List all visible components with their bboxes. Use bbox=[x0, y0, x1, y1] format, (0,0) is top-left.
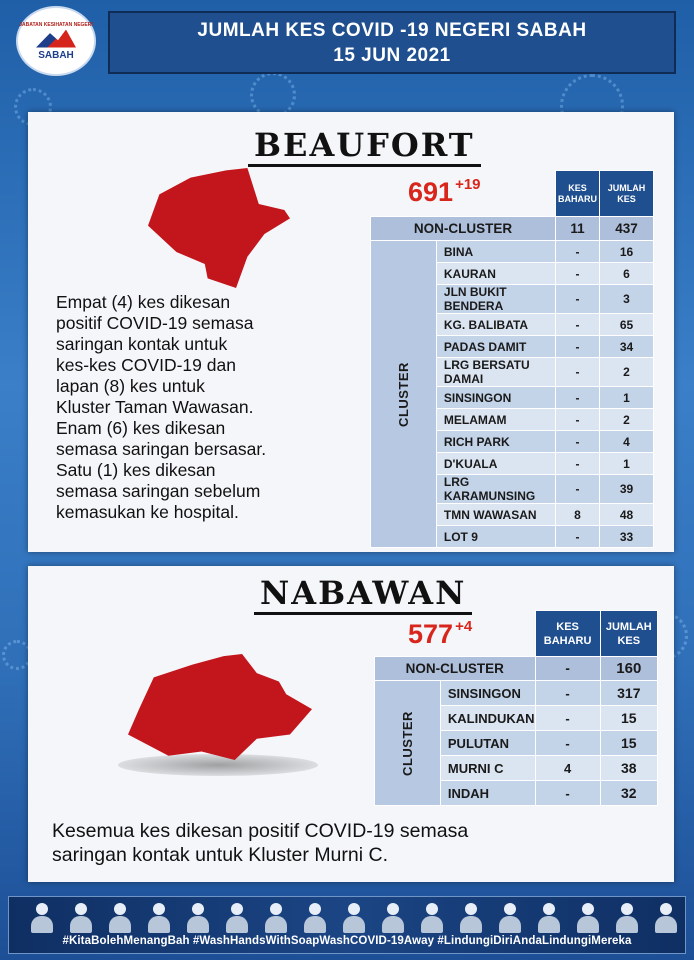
frontliner-figures bbox=[29, 901, 679, 933]
logo-top-text: JABATAN KESIHATAN NEGERI bbox=[19, 21, 93, 28]
beaufort-map bbox=[148, 168, 290, 288]
row-name: SINSINGON bbox=[436, 387, 555, 409]
col-jumlah-kes: JUMLAH KES bbox=[600, 171, 654, 217]
row-name: D'KUALA bbox=[436, 453, 555, 475]
row-name: TMN WAWASAN bbox=[436, 504, 555, 526]
description-line: positif COVID-19 semasa bbox=[56, 313, 254, 333]
nabawan-description bbox=[52, 819, 468, 867]
row-name: PADAS DAMIT bbox=[436, 336, 555, 358]
person-icon bbox=[107, 901, 133, 933]
row-total: 3 bbox=[600, 285, 654, 314]
description-line: semasa saringan bersasar. bbox=[56, 439, 267, 459]
table-row bbox=[371, 241, 654, 263]
row-new: 8 bbox=[556, 504, 600, 526]
row-total: 65 bbox=[600, 314, 654, 336]
row-new: - bbox=[556, 453, 600, 475]
row-name: BINA bbox=[436, 241, 555, 263]
row-name: MELAMAM bbox=[436, 409, 555, 431]
description-line: Satu (1) kes dikesan bbox=[56, 460, 216, 480]
beaufort-title: BEAUFORT bbox=[248, 126, 481, 167]
beaufort-case-table bbox=[370, 170, 654, 548]
description-line: lapan (8) kes untuk bbox=[56, 376, 205, 396]
beaufort-panel bbox=[28, 112, 674, 552]
description-line: kemasukan ke hospital. bbox=[56, 502, 239, 522]
row-total: 33 bbox=[600, 526, 654, 548]
person-icon bbox=[302, 901, 328, 933]
row-total: 317 bbox=[600, 681, 657, 706]
footer-banner bbox=[8, 896, 686, 954]
row-total: 15 bbox=[600, 706, 657, 731]
person-icon bbox=[497, 901, 523, 933]
beaufort-total-value: 691 bbox=[408, 177, 454, 207]
row-total: 1 bbox=[600, 387, 654, 409]
row-new: - bbox=[556, 431, 600, 453]
person-icon bbox=[614, 901, 640, 933]
row-new: - bbox=[556, 314, 600, 336]
person-icon bbox=[653, 901, 679, 933]
description-line: Kluster Taman Wawasan. bbox=[56, 397, 254, 417]
row-new: - bbox=[556, 475, 600, 504]
description-line: Kesemua kes dikesan positif COVID-19 semasa bbox=[52, 820, 469, 842]
person-icon bbox=[380, 901, 406, 933]
col-jumlah-kes: JUMLAH KES bbox=[600, 611, 657, 657]
non-cluster-row bbox=[375, 657, 658, 681]
beaufort-increase: +19 bbox=[455, 176, 481, 193]
hashtags: #KitaBolehMenangBah #WashHandsWithSoapWashCOVID-19Away #LindungiDiriAndaLindungiMereka bbox=[62, 935, 632, 947]
row-total: 38 bbox=[600, 756, 657, 781]
header-date: 15 JUN 2021 bbox=[333, 44, 451, 66]
row-new: 11 bbox=[556, 217, 600, 241]
col-kes-baharu: KES BAHARU bbox=[535, 611, 600, 657]
row-new: - bbox=[535, 706, 600, 731]
row-new: - bbox=[535, 657, 600, 681]
cluster-label: CLUSTER bbox=[399, 710, 415, 776]
row-name: PULUTAN bbox=[440, 731, 535, 756]
row-new: - bbox=[535, 731, 600, 756]
page-header bbox=[108, 11, 676, 74]
nabawan-map-shadow bbox=[118, 754, 318, 776]
description-line: kes-kes COVID-19 dan bbox=[56, 355, 236, 375]
header-title: JUMLAH KES COVID -19 NEGERI SABAH bbox=[197, 19, 587, 41]
row-name: SINSINGON bbox=[440, 681, 535, 706]
row-new: - bbox=[535, 681, 600, 706]
description-line: saringan kontak untuk Kluster Murni C. bbox=[52, 844, 388, 866]
person-icon bbox=[29, 901, 55, 933]
row-total: 2 bbox=[600, 409, 654, 431]
row-total: 2 bbox=[600, 358, 654, 387]
person-icon bbox=[263, 901, 289, 933]
row-name: JLN BUKIT BENDERA bbox=[436, 285, 555, 314]
row-total: 39 bbox=[600, 475, 654, 504]
row-name: MURNI C bbox=[440, 756, 535, 781]
person-icon bbox=[575, 901, 601, 933]
row-new: - bbox=[556, 263, 600, 285]
row-new: - bbox=[556, 241, 600, 263]
row-name: KG. BALIBATA bbox=[436, 314, 555, 336]
cluster-label: CLUSTER bbox=[395, 361, 411, 427]
sabah-health-logo bbox=[16, 6, 96, 76]
col-kes-baharu: KES BAHARU bbox=[556, 171, 600, 217]
row-name: INDAH bbox=[440, 781, 535, 806]
person-icon bbox=[146, 901, 172, 933]
row-new: 4 bbox=[535, 756, 600, 781]
row-new: - bbox=[535, 781, 600, 806]
cluster-side-label bbox=[375, 681, 441, 806]
person-icon bbox=[68, 901, 94, 933]
description-line: Empat (4) kes dikesan bbox=[56, 292, 231, 312]
row-total: 4 bbox=[600, 431, 654, 453]
row-name: RICH PARK bbox=[436, 431, 555, 453]
row-new: - bbox=[556, 409, 600, 431]
non-cluster-row bbox=[371, 217, 654, 241]
person-icon bbox=[419, 901, 445, 933]
row-name: LRG KARAMUNSING bbox=[436, 475, 555, 504]
row-name: NON-CLUSTER bbox=[371, 217, 556, 241]
row-total: 437 bbox=[600, 217, 654, 241]
table-row bbox=[375, 681, 658, 706]
row-total: 15 bbox=[600, 731, 657, 756]
nabawan-total-value: 577 bbox=[408, 619, 454, 649]
row-new: - bbox=[556, 387, 600, 409]
row-total: 32 bbox=[600, 781, 657, 806]
row-total: 48 bbox=[600, 504, 654, 526]
cluster-side-label bbox=[371, 241, 437, 548]
row-new: - bbox=[556, 358, 600, 387]
row-name: KAURAN bbox=[436, 263, 555, 285]
logo-name: SABAH bbox=[38, 49, 74, 61]
person-icon bbox=[224, 901, 250, 933]
person-icon bbox=[536, 901, 562, 933]
row-name: LOT 9 bbox=[436, 526, 555, 548]
person-icon bbox=[185, 901, 211, 933]
nabawan-title: NABAWAN bbox=[254, 574, 472, 615]
description-line: Enam (6) kes dikesan bbox=[56, 418, 226, 438]
row-name: KALINDUKAN bbox=[440, 706, 535, 731]
logo-mountain-mark bbox=[36, 30, 76, 48]
nabawan-increase: +4 bbox=[455, 618, 473, 635]
description-line: semasa saringan sebelum bbox=[56, 481, 261, 501]
row-total: 6 bbox=[600, 263, 654, 285]
beaufort-description bbox=[56, 292, 266, 523]
person-icon bbox=[458, 901, 484, 933]
row-total: 1 bbox=[600, 453, 654, 475]
row-total: 34 bbox=[600, 336, 654, 358]
person-icon bbox=[341, 901, 367, 933]
description-line: saringan kontak untuk bbox=[56, 334, 228, 354]
row-name: LRG BERSATU DAMAI bbox=[436, 358, 555, 387]
row-total: 16 bbox=[600, 241, 654, 263]
row-name: NON-CLUSTER bbox=[375, 657, 536, 681]
row-new: - bbox=[556, 285, 600, 314]
row-new: - bbox=[556, 526, 600, 548]
row-new: - bbox=[556, 336, 600, 358]
nabawan-map bbox=[128, 654, 312, 760]
nabawan-case-table bbox=[374, 610, 658, 806]
row-total: 160 bbox=[600, 657, 657, 681]
